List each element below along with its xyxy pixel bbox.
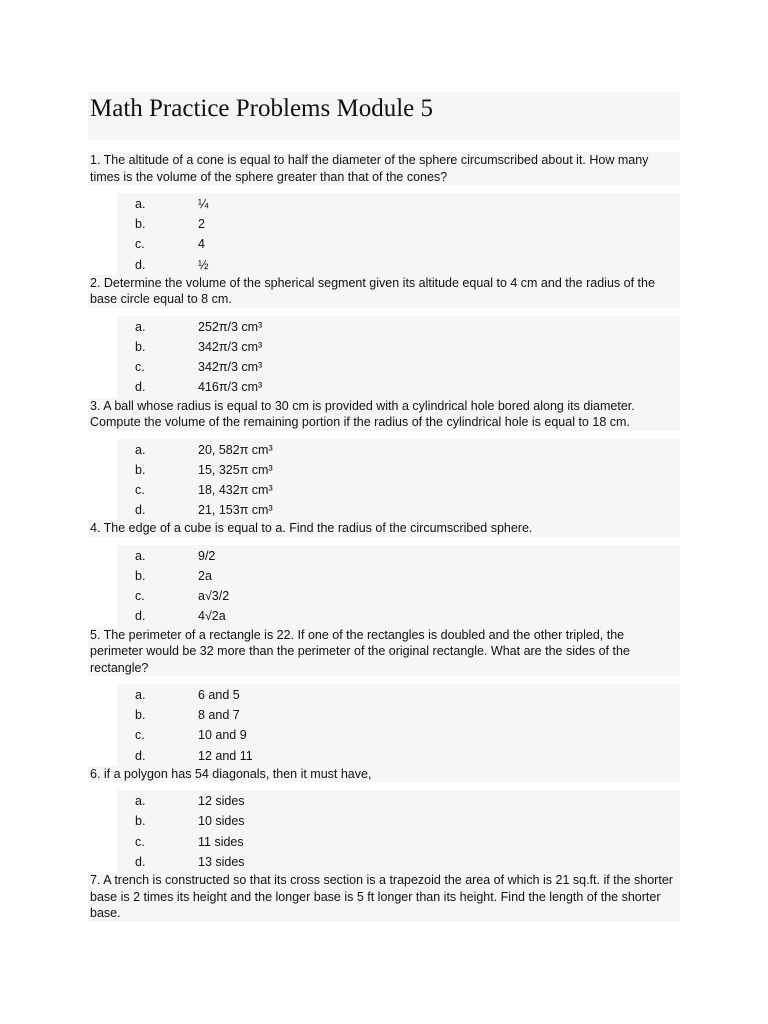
option-text: 416π/3 cm³ [198, 380, 263, 395]
option-item [117, 194, 680, 214]
option-item [117, 214, 680, 234]
option-item [117, 685, 680, 705]
option-item [117, 791, 680, 811]
option-item [117, 500, 680, 520]
option-text: 13 sides [198, 854, 245, 869]
option-letter: c. [135, 834, 145, 849]
option-text: 342π/3 cm³ [198, 339, 263, 354]
option-letter: d. [135, 503, 146, 518]
option-letter: a. [135, 197, 146, 211]
title-band [88, 92, 680, 140]
option-text: 10 and 9 [198, 728, 247, 743]
option-text: 10 sides [198, 814, 245, 829]
question-text: 2. Determine the volume of the spherical segment given its altitude equal to 4 cm and the radius of the base circle equal to 8 cm. [88, 275, 680, 308]
question-text: 7. A trench is constructed so that its cross section is a trapezoid the area of which is 21 sq.ft. if the shorter base is 2 times its height and the longer base is 5 ft longer than its height. Find the length of the shorter base. [88, 872, 680, 922]
question-text: 6. if a polygon has 54 diagonals, then it must have, [88, 766, 680, 783]
question-text: 3. A ball whose radius is equal to 30 cm is provided with a cylindrical hole bored along its diameter. Compute the volume of the remaining portion if the radius of the cylindrical hole is equal to 18 cm. [88, 398, 680, 431]
option-letter: b. [135, 339, 146, 354]
option-text: 2 [198, 217, 205, 232]
option-item [117, 705, 680, 725]
option-letter: c. [135, 237, 145, 252]
option-text: 15, 325π cm³ [198, 462, 273, 477]
option-letter: d. [135, 257, 146, 272]
option-item [117, 440, 680, 460]
option-list [117, 545, 680, 627]
option-text: 252π/3 cm³ [198, 319, 263, 334]
option-text: 4 [198, 237, 205, 252]
option-list [117, 684, 680, 766]
option-letter: c. [135, 482, 145, 497]
option-letter: a. [135, 319, 146, 334]
option-text: 11 sides [198, 834, 244, 849]
option-letter: a. [135, 688, 146, 702]
option-text: ¼ [198, 197, 209, 211]
option-item [117, 832, 680, 852]
option-text: ½ [198, 257, 209, 272]
option-letter: a. [135, 442, 146, 457]
option-item [117, 725, 680, 745]
option-item [117, 234, 680, 254]
option-item [117, 606, 680, 626]
option-letter: b. [135, 708, 146, 723]
option-list [117, 316, 680, 398]
option-letter: b. [135, 462, 146, 477]
option-letter: b. [135, 568, 146, 583]
option-letter: d. [135, 380, 146, 395]
option-text: 342π/3 cm³ [198, 360, 263, 375]
question-text: 1. The altitude of a cone is equal to half the diameter of the sphere circumscribed about it. How many times is the volume of the sphere greater than that of the cones? [88, 152, 680, 185]
question-list [88, 152, 680, 922]
question-text: 4. The edge of a cube is equal to a. Find the radius of the circumscribed sphere. [88, 520, 680, 537]
option-item [117, 377, 680, 397]
question-text: 5. The perimeter of a rectangle is 22. If one of the rectangles is doubled and the other tripled, the perimeter would be 32 more than the perimeter of the original rectangle. What are the sides of the rectangle? [88, 627, 680, 677]
option-item [117, 852, 680, 872]
document-title: Math Practice Problems Module 5 [90, 95, 433, 122]
option-letter: c. [135, 589, 145, 604]
option-item [117, 317, 680, 337]
option-text: 12 sides [198, 794, 245, 809]
option-letter: d. [135, 609, 146, 624]
document-page [88, 92, 680, 930]
option-item [117, 746, 680, 766]
option-item [117, 337, 680, 357]
option-item [117, 255, 680, 275]
option-letter: a. [135, 548, 146, 563]
option-item [117, 546, 680, 566]
option-list [117, 790, 680, 872]
option-letter: a. [135, 794, 146, 809]
option-text: 4√2a [198, 609, 226, 624]
option-text: 21, 153π cm³ [198, 503, 273, 518]
option-text: 8 and 7 [198, 708, 240, 723]
option-letter: b. [135, 814, 146, 829]
option-text: 6 and 5 [198, 688, 240, 702]
option-letter: d. [135, 748, 146, 763]
option-item [117, 566, 680, 586]
option-text: 20, 582π cm³ [198, 442, 273, 457]
option-letter: c. [135, 360, 145, 375]
option-text: 18, 432π cm³ [198, 482, 273, 497]
option-item [117, 586, 680, 606]
option-letter: b. [135, 217, 146, 232]
option-letter: d. [135, 854, 146, 869]
option-list [117, 439, 680, 521]
option-text: a√3/2 [198, 589, 230, 604]
option-item [117, 480, 680, 500]
option-item [117, 357, 680, 377]
option-text: 2a [198, 568, 212, 583]
option-letter: c. [135, 728, 145, 743]
option-item [117, 811, 680, 831]
option-item [117, 460, 680, 480]
option-text: 9/2 [198, 548, 216, 563]
option-text: 12 and 11 [198, 748, 253, 763]
option-list [117, 193, 680, 275]
